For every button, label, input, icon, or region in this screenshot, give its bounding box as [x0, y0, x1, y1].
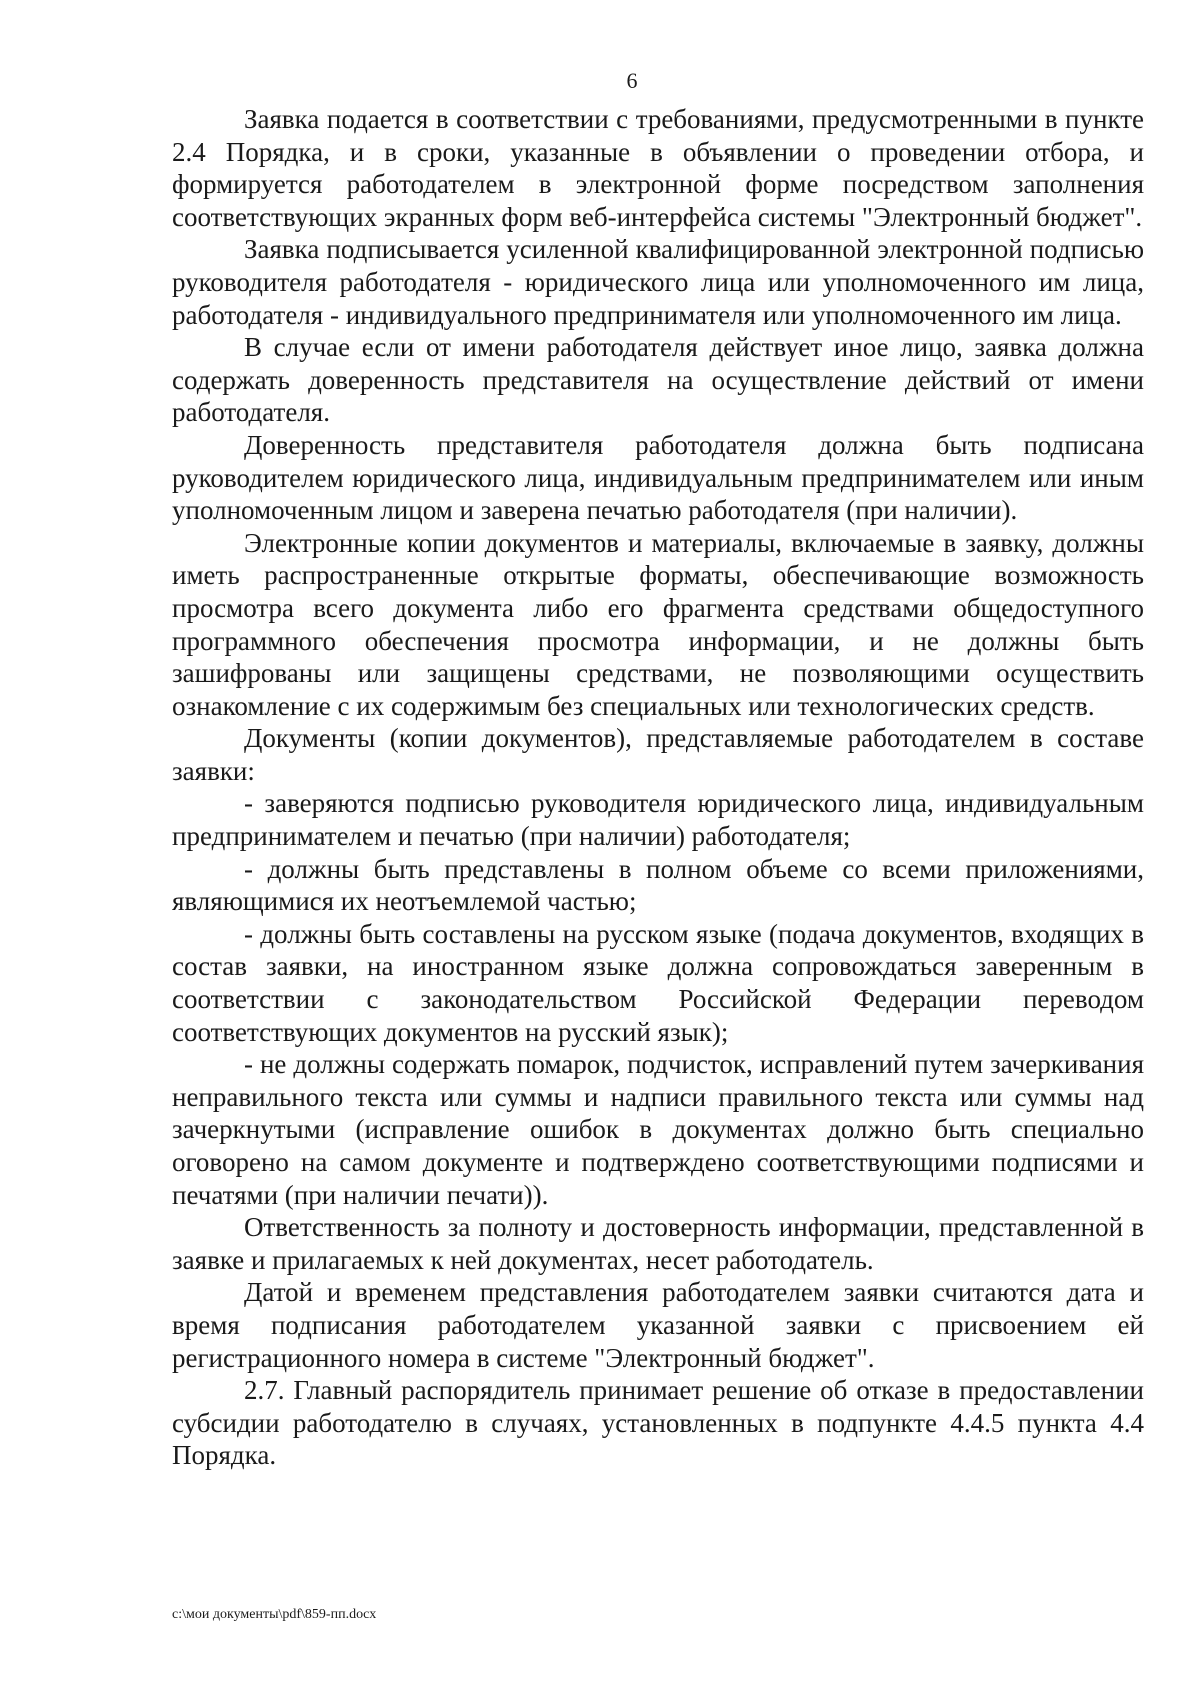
paragraph-documents-intro: Документы (копии документов), представляемые работодателем в составе заявки: [172, 723, 1144, 786]
list-item-full-volume: - должны быть представлены в полном объеме со всеми приложениями, являющимися их неотъемлемой частью; [172, 853, 1144, 917]
paragraph-electronic-copies: Электронные копии документов и материалы, включаемые в заявку, должны иметь распространенные открытые форматы, обеспечивающие возможность просмотра всего документа либо его фрагмента средствами общедоступного программного обеспечения просмотра информации, и не должны быть зашифрованы или защищены средствами, не позволяющими осуществить ознакомление с их содержимым без специальных или технологических средств. [172, 527, 1144, 721]
paragraph-application-signature: Заявка подписывается усиленной квалифицированной электронной подписью руководителя работодателя - юридического лица или уполномоченного им лица, работодателя - индивидуального предпринимателя или уполномоченного им лица. [172, 234, 1144, 330]
paragraph-submission-date: Датой и временем представления работодателем заявки считаются дата и время подписания работодателем указанной заявки с присвоением ей регистрационного номера в системе "Электронный бюджет". [172, 1277, 1144, 1373]
paragraph-section-2-7: 2.7. Главный распорядитель принимает решение об отказе в предоставлении субсидии работодателю в случаях, установленных в подпункте 4.4.5 пункта 4.4 Порядка. [172, 1375, 1144, 1471]
paragraph-responsibility: Ответственность за полноту и достоверность информации, представленной в заявке и прилагаемых к ней документах, несет работодатель. [172, 1212, 1144, 1275]
list-item-no-corrections: - не должны содержать помарок, подчисток, исправлений путем зачеркивания неправильного текста или суммы и надписи правильного текста или суммы над зачеркнутыми (исправление ошибок в документах должно быть специально оговорено на самом документе и подтверждено соответствующими подписями и печатями (при наличии печати)). [172, 1049, 1144, 1210]
document-body [172, 103, 1144, 1472]
list-item-russian-language: - должны быть составлены на русском языке (подача документов, входящих в состав заявки, на иностранном языке должна сопровождаться заверенным в соответствии с законодательством Российской Федерации переводом соответствующих документов на русский язык); [172, 918, 1144, 1047]
paragraph-other-person: В случае если от имени работодателя действует иное лицо, заявка должна содержать доверенность представителя на осуществление действий от имени работодателя. [172, 332, 1144, 428]
page-number: 6 [626, 68, 638, 93]
paragraph-application-submission: Заявка подается в соответствии с требованиями, предусмотренными в пункте 2.4 Порядка, и в сроки, указанные в объявлении о проведении отбора, и формируется работодателем в электронной форме посредством заполнения соответствующих экранных форм веб-интерфейса системы "Электронный бюджет". [172, 104, 1144, 232]
list-item-certified: - заверяются подписью руководителя юридического лица, индивидуальным предпринимателем и печатью (при наличии) работодателя; [172, 788, 1144, 852]
paragraph-power-of-attorney: Доверенность представителя работодателя должна быть подписана руководителем юридического лица, индивидуальным предпринимателем или иным уполномоченным лицом и заверена печатью работодателя (при наличии). [172, 429, 1144, 526]
footer-file-path: c:\мои документы\pdf\859-пп.docx [172, 1607, 377, 1622]
